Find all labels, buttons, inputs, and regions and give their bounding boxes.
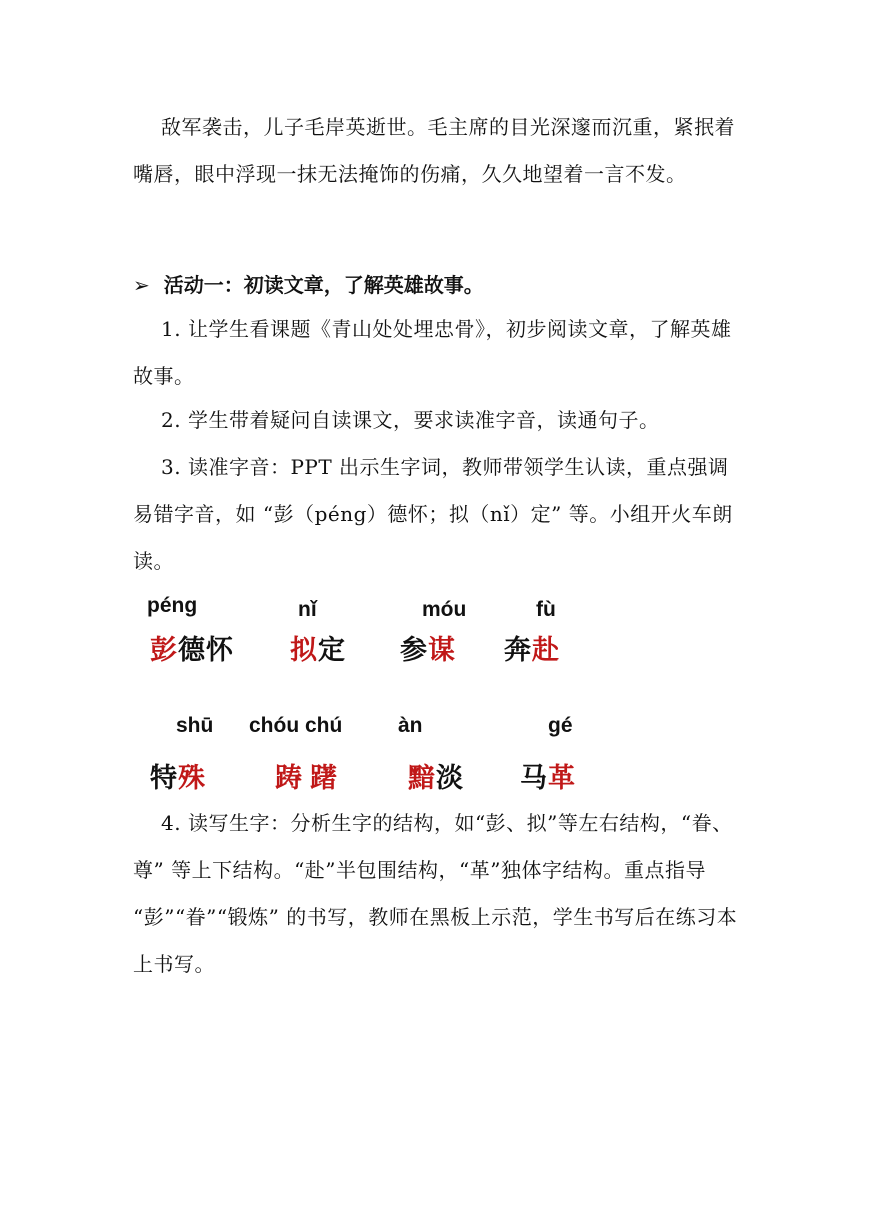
vocab-red-char: 黯 (408, 763, 436, 794)
vocab-pinyin: chóu chú (249, 714, 343, 737)
vocab-pinyin: péng (147, 594, 198, 617)
vocab-word (400, 628, 456, 667)
arrow-bullet-icon: ➢ (133, 273, 150, 297)
step-2: 2. 学生带着疑问自读课文，要求读准字音，读通句子。 (161, 408, 660, 432)
vocab-pinyin: shū (176, 714, 214, 737)
vocab-black-chars: 马 (520, 763, 548, 794)
activity-title: 活动一：初读文章，了解英雄故事。 (163, 273, 484, 297)
vocab-red-char: 彭 (150, 635, 178, 666)
intro-paragraph: 敌军袭击，儿子毛岸英逝世。毛主席的目光深邃而沉重，紧抿着嘴唇，眼中浮现一抹无法掩饰的伤痛，久久地望着一言不发。 (133, 115, 735, 186)
vocab-black-chars: 淡 (436, 763, 464, 794)
vocab-red-char: 拟 (290, 635, 318, 666)
vocab-pinyin: gé (548, 714, 573, 737)
vocab-red-char: 赴 (532, 635, 560, 666)
step-4: 4. 读写生字：分析生字的结构，如“彭、拟”等左右结构，“眷、尊” 等上下结构。“赴”半包围结构，“革”独体字结构。重点指导 “彭”“眷”“锻炼” 的书写，教师在黑板上示范，学生书写后在练习本上书写。 (133, 811, 738, 976)
vocab-pinyin: fù (536, 598, 556, 621)
vocab-word (275, 756, 345, 795)
vocab-black-chars: 参 (400, 635, 428, 666)
vocab-word (150, 628, 234, 667)
vocab-word (150, 756, 206, 795)
vocab-word (408, 756, 464, 795)
activity-heading (133, 262, 484, 309)
vocab-red-char: 革 (548, 763, 576, 794)
vocab-word (504, 628, 560, 667)
vocab-black-chars: 定 (318, 635, 346, 666)
vocab-word (520, 756, 576, 795)
vocab-pinyin: móu (422, 598, 467, 621)
vocab-pinyin: àn (398, 714, 423, 737)
vocab-pinyin: nǐ (298, 598, 317, 621)
vocab-black-chars: 德怀 (178, 635, 234, 666)
vocab-red-char: 谋 (428, 635, 456, 666)
vocab-black-chars: 奔 (504, 635, 532, 666)
vocab-red-char: 殊 (178, 763, 206, 794)
vocab-word (290, 628, 346, 667)
vocab-black-chars: 特 (150, 763, 178, 794)
step-3: 3. 读准字音：PPT 出示生字词，教师带领学生认读，重点强调易错字音，如 “彭（péng）德怀；拟（nǐ）定” 等。小组开火车朗读。 (133, 455, 733, 573)
vocab-red-char: 踌躇 (275, 763, 345, 794)
step-1: 1. 让学生看课题《青山处处埋忠骨》，初步阅读文章，了解英雄故事。 (133, 317, 732, 388)
